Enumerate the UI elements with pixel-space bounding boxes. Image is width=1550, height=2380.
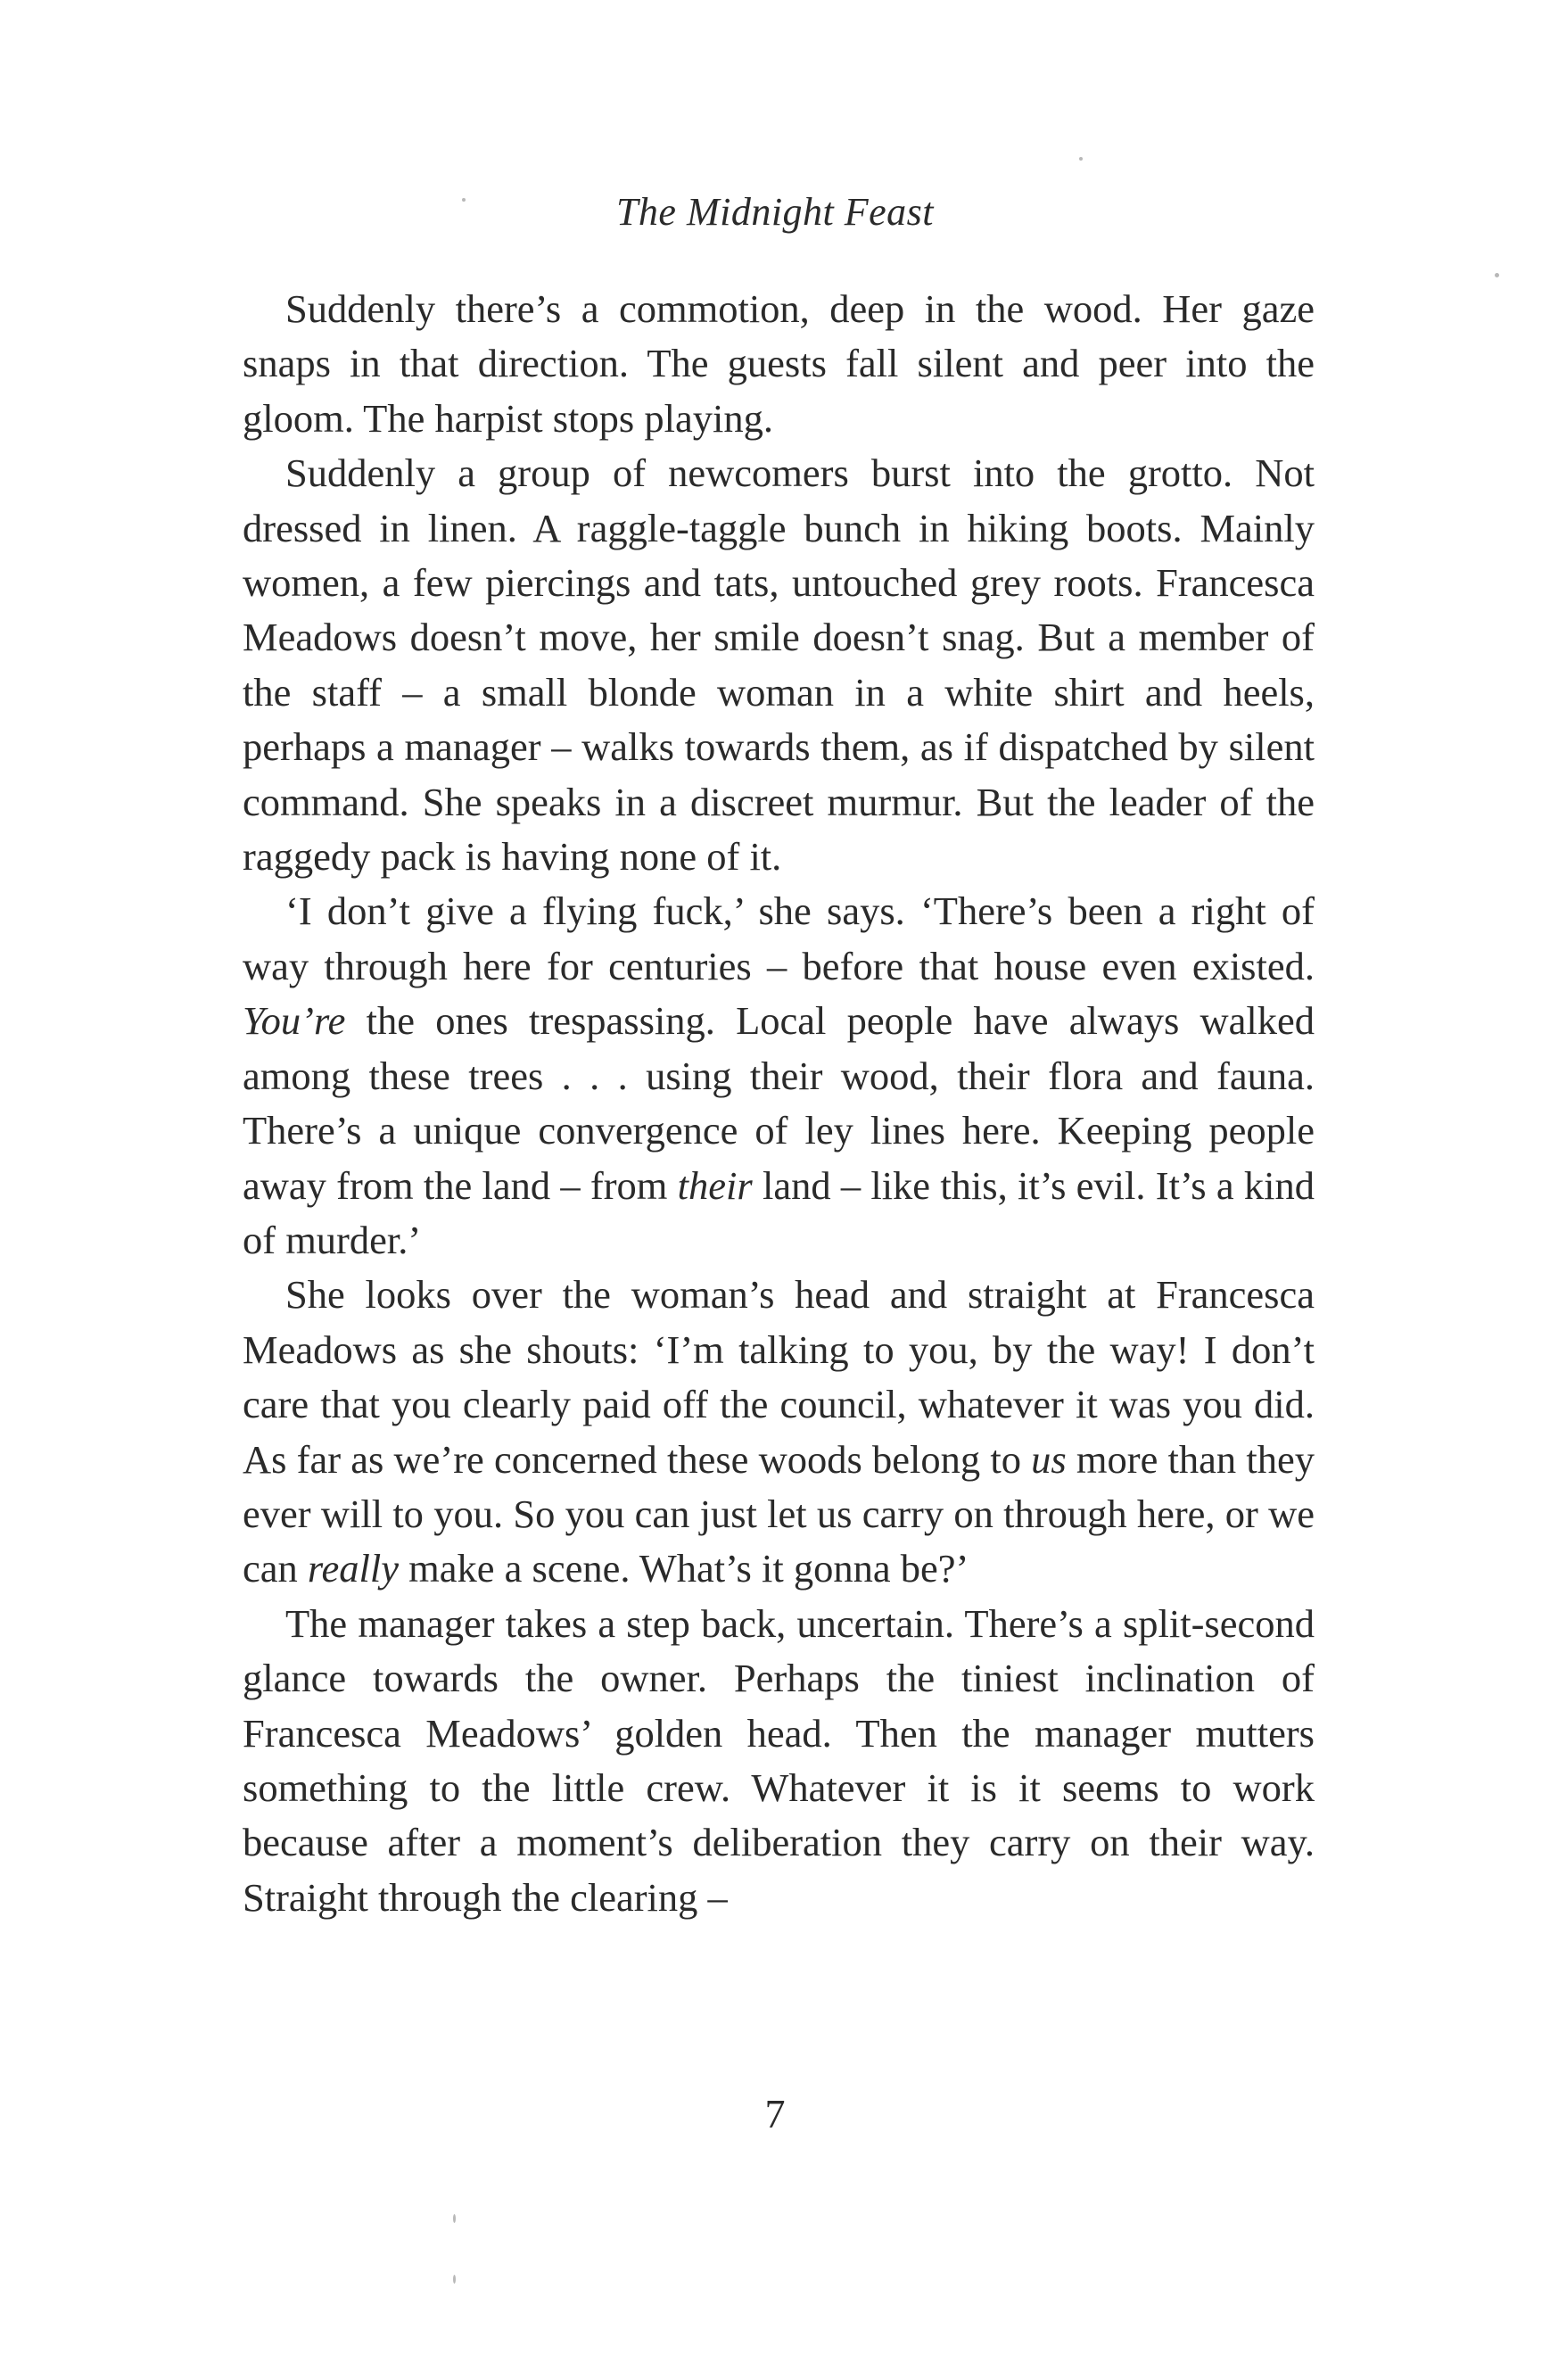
text-run: Suddenly a group of newcomers burst into the grotto. Not dressed in linen. A raggle-taggle bunch in hiking boots. Mainly women, a few piercings and tats, untouched grey roots. Francesca Meadows doesn’t move, her smile doesn’t snag. But a member of the staff – a small blonde woman in a white shirt and heels, perhaps a manager – walks towards them, as if dispatched by silent command. She speaks in a discreet murmur. But the leader of the raggedy pack is having none of it. (243, 450, 1315, 880)
italic-text-run: You’re (243, 998, 346, 1044)
italic-text-run: really (307, 1546, 400, 1591)
scan-speck (453, 2275, 456, 2284)
page-number: 7 (764, 2091, 786, 2136)
italic-text-run: their (677, 1162, 753, 1208)
running-head-title: The Midnight Feast (615, 190, 935, 234)
text-run: The manager takes a step back, uncertain. There’s a split-second glance towards the owner. Perhaps the tiniest inclination of Francesca Meadows’ golden head. Then the manager mutters something to the little crew. Whatever it is it seems to work because after a moment’s deliberation they carry on their way. Straight through the clearing – (243, 1600, 1315, 1920)
body-text (243, 282, 1315, 1925)
text-run: She looks over the woman’s head and straight at Francesca Meadows as she shouts: ‘I’m talking to you, by the way! I don’t care that you clearly paid off the council, whatever it was you did. As far as we’re concerned these woods belong to (243, 1272, 1315, 1482)
italic-text-run: us (1031, 1436, 1067, 1482)
paragraph (243, 884, 1315, 1268)
paragraph (243, 1268, 1315, 1596)
scan-speck (1495, 273, 1499, 277)
text-run: ‘I don’t give a flying fuck,’ she says. ‘There’s been a right of way through here for centuries – before that house even existed. (243, 888, 1315, 988)
text-run: the ones trespassing. Local people have always walked among these trees . . . using their wood, their flora and fauna. There’s a unique convergence of ley lines here. Keeping people away from the land – from (243, 998, 1315, 1208)
text-run: land – like this, it’s evil. It’s a kind of murder.’ (243, 1162, 1315, 1262)
paragraph (243, 446, 1315, 884)
text-run: make a scene. What’s it gonna be?’ (399, 1546, 969, 1591)
text-run: more than they ever will to you. So you can just let us carry on through here, or we can (243, 1436, 1315, 1591)
scan-speck (462, 198, 466, 202)
scan-speck (453, 2214, 456, 2223)
paragraph (243, 282, 1315, 446)
scan-speck (1079, 157, 1083, 161)
paragraph (243, 1597, 1315, 1925)
text-run: Suddenly there’s a commotion, deep in the wood. Her gaze snaps in that direction. The guests fall silent and peer into the gloom. The harpist stops playing. (243, 286, 1315, 441)
